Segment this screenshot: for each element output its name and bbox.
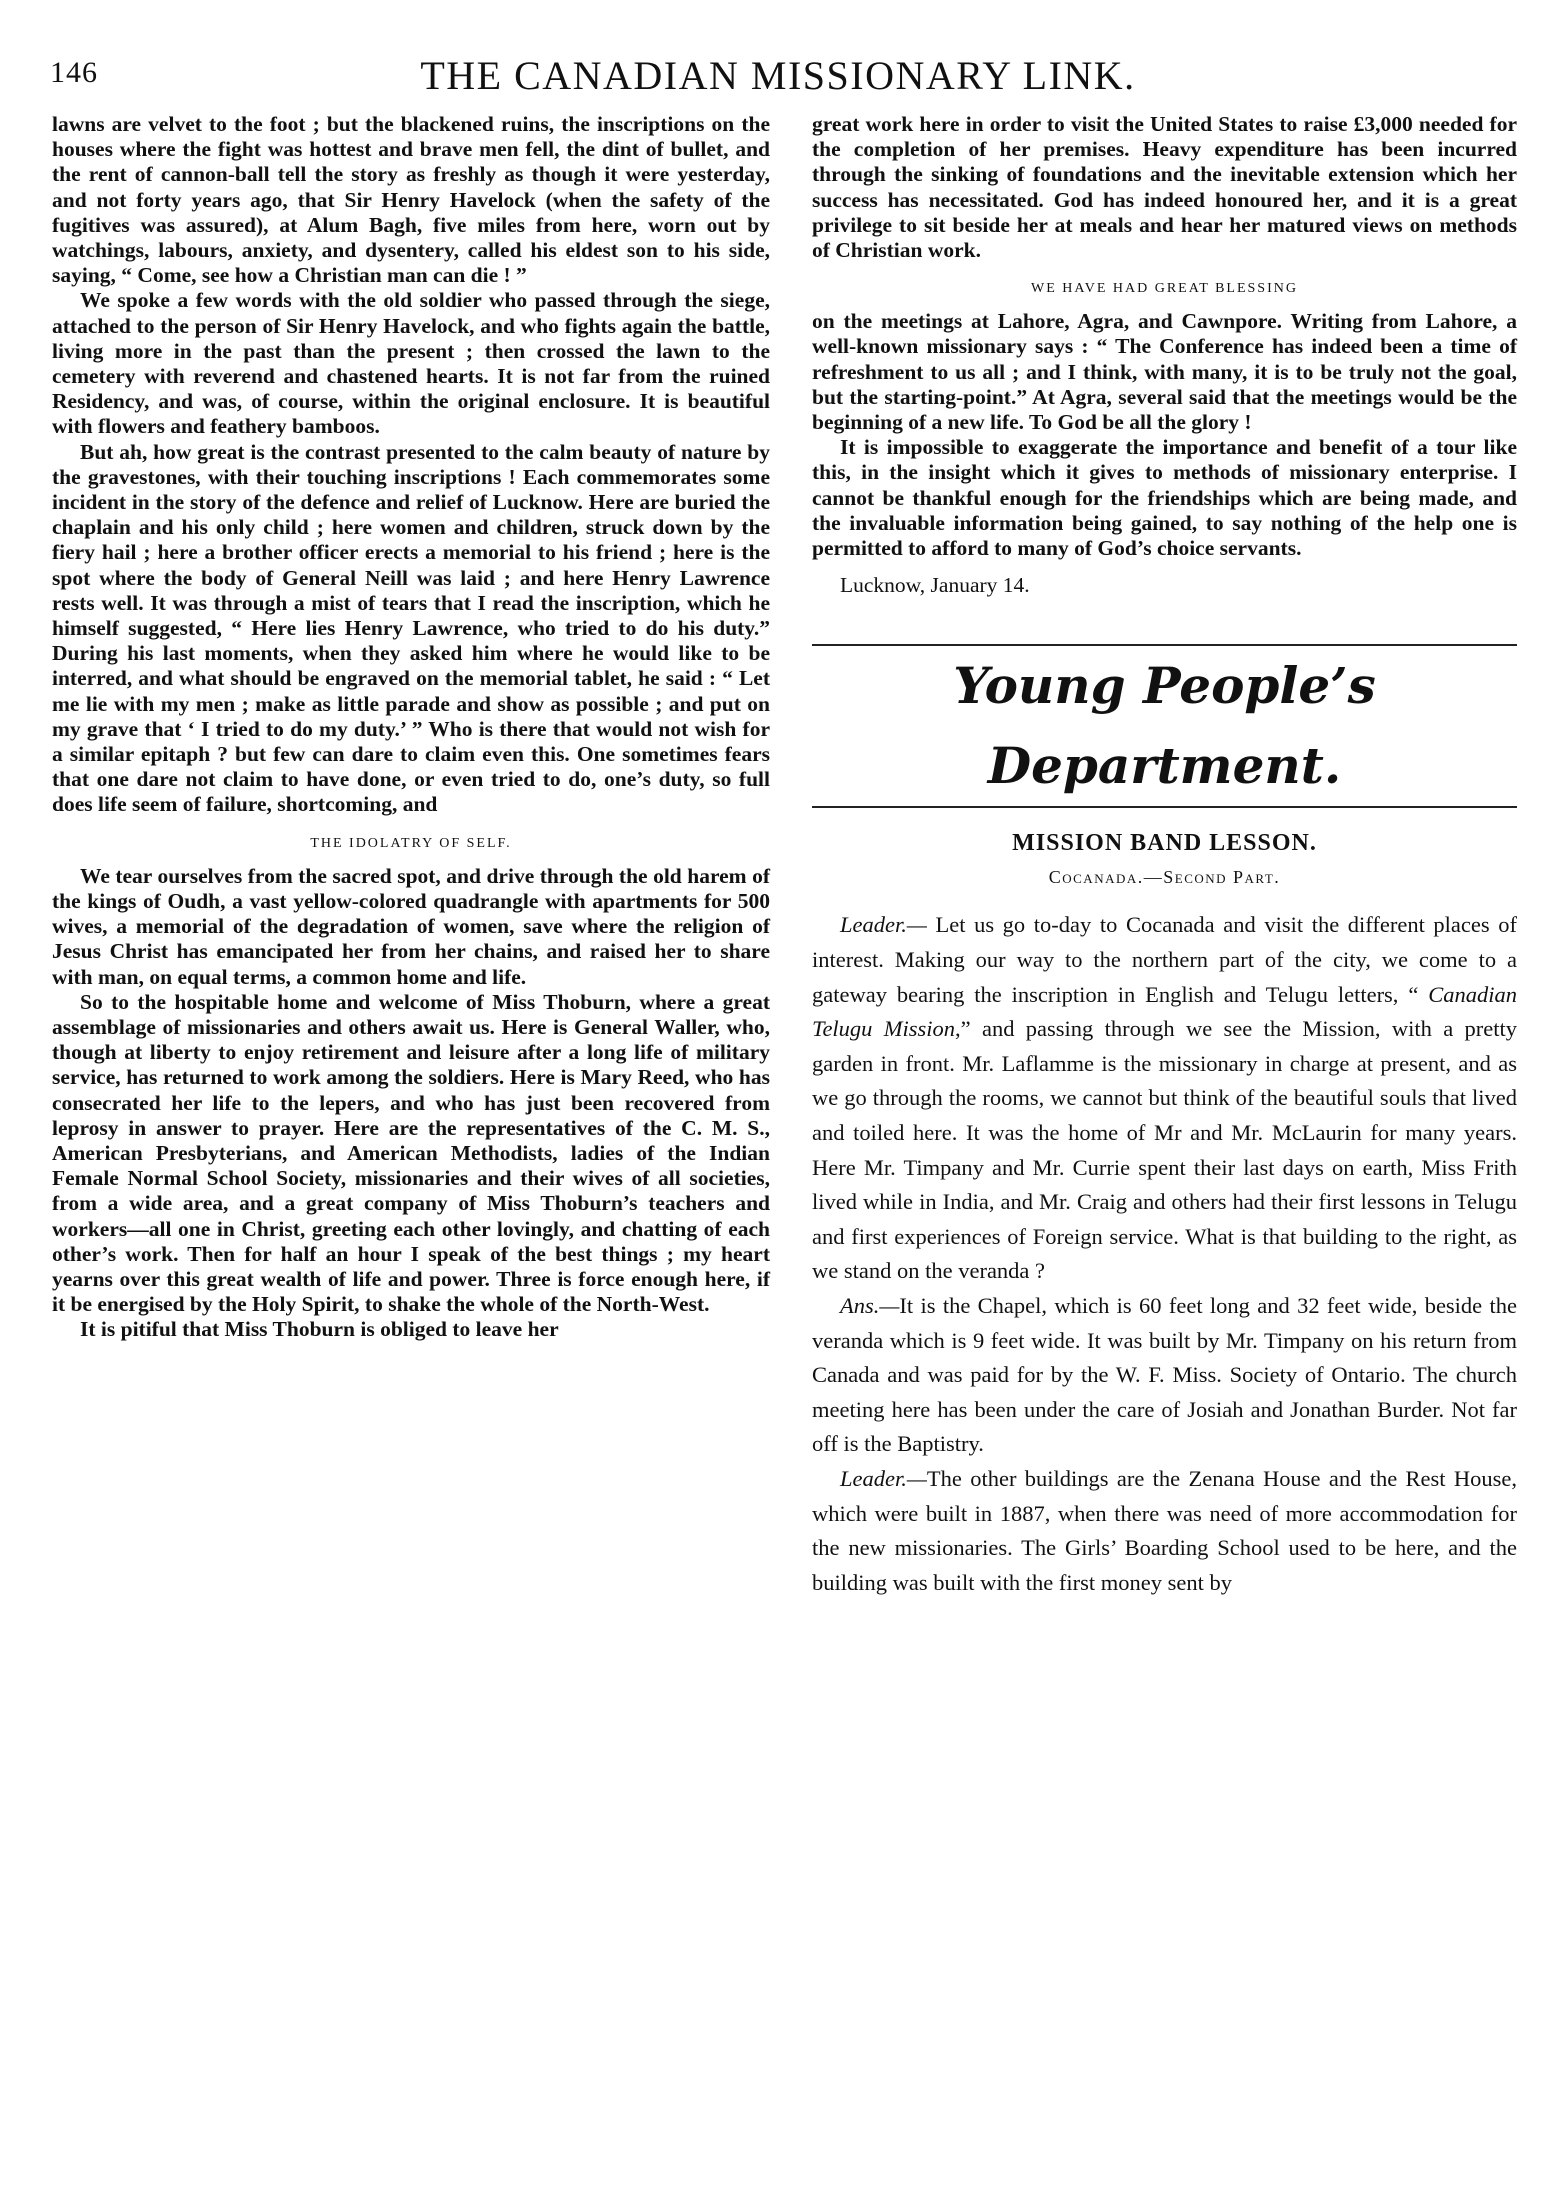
paragraph: So to the hospitable home and welcome of Miss Thoburn, where a great assemblage of missionaries and others await us. Here is General Waller, who, though at liberty to enjoy retirement and leisure after a long life of military service, has returned to work among the soldiers. Here is Mary Reed, who has consecrated her life to the lepers, and who has just been recovered from leprosy in answer to prayer. Here are the representatives of the C. M. S., American Presbyterians, and American Methodists, ladies of the Indian Female Normal School Society, missionaries and their wives of all societies, from a wide area, and a great company of Miss Thoburn’s teachers and workers—all one in Christ, greeting each other lovingly, and chatting of each other’s work. Then for half an hour I speak of the best things ; my heart yearns over this great wealth of life and power. Three is force enough here, if it be energised by the Holy Spirit, to shake the whole of the North-West. (52, 989, 770, 1317)
paragraph: great work here in order to visit the United States to raise £3,000 needed for the completion of her premises. Heavy expenditure has been incurred through the sinking of foundations and the inevitable extension which her success has necessitated. God has indeed honoured her, and it is a great privilege to sit beside her at meals and hear her matured views on methods of Christian work. (812, 112, 1517, 263)
speaker-label: Ans.— (840, 1292, 900, 1318)
paragraph: It is pitiful that Miss Thoburn is obliged to leave her (80, 1317, 559, 1342)
paragraph: It is impossible to exaggerate the importance and benefit of a tour like this, in the insight which it gives to methods of missionary enterprise. I cannot be thankful enough for the friendships which are being made, and the invaluable information being gained, to say nothing of the help one is permitted to afford to many of God’s choice servants. (812, 435, 1517, 561)
section-subheading: THE IDOLATRY OF SELF. (310, 835, 512, 851)
paragraph-text: The other buildings are the Zenana House and the Rest House, which were built in 1887, when there was need of more accommodation for the new missionaries. The Girls’ Boarding School used to be here, and the building was built with the first money sent by (812, 1465, 1517, 1595)
leader-paragraph (812, 908, 1517, 1289)
paragraph: on the meetings at Lahore, Agra, and Cawnpore. Writing from Lahore, a well-known missionary says : “ The Conference has indeed been a time of refreshment to us all ; and I think, with many, it is to be truly not the goal, but the starting-point.” At Agra, several said that the meetings would be the beginning of a new life. To God be all the glory ! (812, 309, 1517, 435)
paragraph: But ah, how great is the contrast presented to the calm beauty of nature by the gravestones, with their touching inscriptions ! Each commemorates some incident in the story of the defence and relief of Lucknow. Here are buried the chaplain and his only child ; here women and children, struck down by the fiery hail ; here a brother officer erects a memorial to his friend ; here is the spot where the body of General Neill was laid ; and here Henry Lawrence rests well. It was through a mist of tears that I read the inscription, which he himself suggested, “ Here lies Henry Lawrence, who tried to do his duty.” During his last moments, when they asked him where he would like to be interred, and what should be engraved on the memorial tablet, he said : “ Let me lie with my men ; make as little parade and show as possible ; and put on my grave that ‘ I tried to do my duty.’ ” Who is there that would not wish for a similar epitaph ? but few can dare to claim even this. One sometimes fears that one dare not claim to have done, or even tried to do, one’s duty, so full does life seem of failure, shortcoming, and (52, 439, 770, 817)
running-title: THE CANADIAN MISSIONARY LINK. (420, 53, 1136, 98)
page-number: 146 (50, 56, 98, 89)
left-column (52, 112, 770, 1343)
lesson-subtitle: Cocanada.—Second Part. (1048, 867, 1281, 888)
paragraph: We tear ourselves from the sacred spot, and drive through the old harem of the kings of Oudh, a vast yellow-colored quadrangle with apartments for 500 wives, a memorial of the degradation of women, save where the religion of Jesus Christ has emancipated her from her chains, and raised her to share with man, on equal terms, a common home and life. (52, 863, 770, 989)
right-column (812, 112, 1517, 1600)
section-rule (812, 806, 1517, 808)
paragraph-text: It is the Chapel, which is 60 feet long and 32 feet wide, beside the veranda which is 9 feet wide. It was built by Mr. Timpany on his return from Canada and was paid for by the W. F. Miss. Society of Ontario. The church meeting here has been under the care of Josiah and Jonathan Burder. Not far off is the Baptistry. (812, 1292, 1517, 1457)
paragraph-text: Let us go to-day to Cocanada and visit the different places of interest. Making our way to the northern part of the city, we come to a gateway bearing the inscription in English and Telugu letters, “ (812, 912, 1517, 1007)
leader-paragraph (812, 1462, 1517, 1600)
speaker-label: Leader.— (840, 1465, 927, 1491)
dateline: Lucknow, January 14. (840, 573, 1030, 598)
page-header (48, 52, 1508, 100)
department-title: Young People’s Department. (953, 656, 1376, 796)
paragraph-text: ,” and passing through we see the Mission, with a pretty garden in front. Mr. Laflamme is the missionary in charge at present, and as we go through the rooms, we cannot but think of the beautiful souls that lived and toiled here. It was the home of Mr and Mr. McLaurin for many years. Here Mr. Timpany and Mr. Currie spent their last days on earth, Miss Frith lived while in India, and Mr. Craig and others had their first lessons in Telugu and first experiences of Foreign service. What is that building to the right, as we stand on the veranda ? (812, 1016, 1517, 1284)
lesson-title: MISSION BAND LESSON. (1012, 830, 1317, 857)
inscription-text: Canadian Telugu Mission (812, 981, 1517, 1042)
speaker-label: Leader.— (840, 912, 927, 938)
paragraph: lawns are velvet to the foot ; but the blackened ruins, the inscriptions on the houses where the fight was hottest and brave men fell, the dint of bullet, and the rent of cannon-ball tell the story as freshly as though it were yesterday, and not forty years ago, that Sir Henry Havelock (when the safety of the fugitives was assured), at Alum Bagh, five miles from here, worn out by watchings, labours, anxiety, and dysentery, called his eldest son to his side, saying, “ Come, see how a Christian man can die ! ” (52, 112, 770, 288)
paragraph: We spoke a few words with the old soldier who passed through the siege, attached to the person of Sir Henry Havelock, and who fights again the battle, living more in the past than the present ; then crossed the lawn to the cemetery with reverend and chastened hearts. It is not far from the ruined Residency, and was, of course, within the original enclosure. It is beautiful with flowers and feathery bamboos. (52, 288, 770, 439)
section-subheading: WE HAVE HAD GREAT BLESSING (1031, 281, 1298, 297)
answer-paragraph (812, 1289, 1517, 1462)
